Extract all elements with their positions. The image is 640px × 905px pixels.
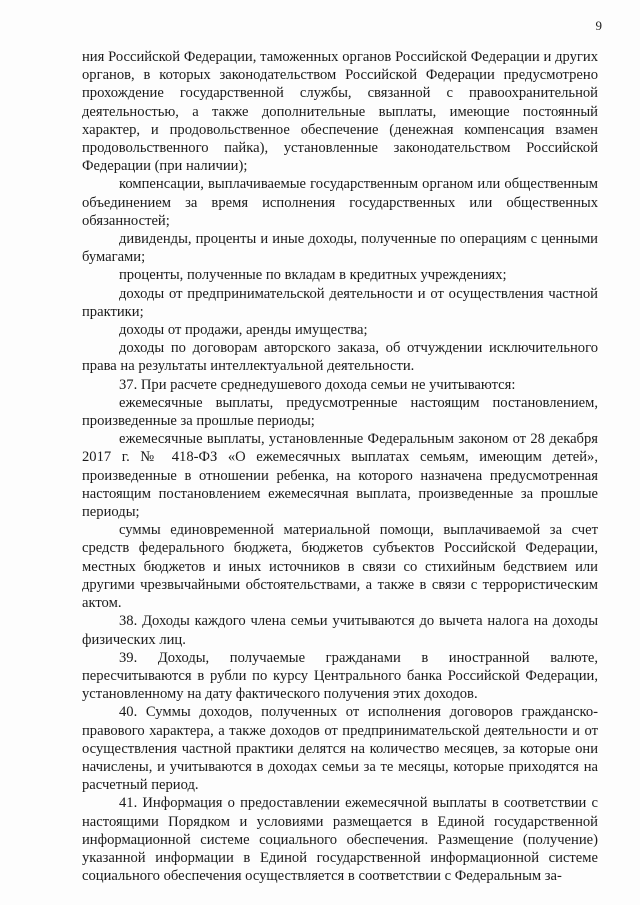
paragraph-federal-law-payments: ежемесячные выплаты, установленные Федеральным законом от 28 декабря 2017 г. № 418-ФЗ «О ежемесячных выплатах семьям, имеющим детей», произведенные в отношении ребенка, на которого назначена предусмотренная настоящим постановлением ежемесячная выплата, произведенные за прошлые периоды;: [82, 431, 598, 521]
paragraph-item-38: 38. Доходы каждого члена семьи учитываются до вычета налога на доходы физических лиц.: [82, 613, 598, 648]
paragraph-dividends: дивиденды, проценты и иные доходы, полученные по операциям с ценными бумагами;: [82, 231, 598, 266]
paragraph-item-41: 41. Информация о предоставлении ежемесячной выплаты в соответствии с настоящими Порядком и условиями размещается в Единой государственной информационной системе социального обеспечения. Размещение (получение) указанной информации в Единой государственной информационной системе социального обеспечения осуществляется в соответствии с Федеральным за-: [82, 795, 598, 885]
paragraph-deposit-interest: проценты, полученные по вкладам в кредитных учреждениях;: [119, 267, 507, 284]
paragraph-item-39: 39. Доходы, получаемые гражданами в иностранной валюте, пересчитываются в рубли по курсу Центрального банка Российской Федерации, установленному на дату фактического получения этих доходов.: [82, 649, 598, 703]
paragraph-monthly-payments: ежемесячные выплаты, предусмотренные настоящим постановлением, произведенные за прошлые периоды;: [82, 394, 598, 430]
paragraph-one-time-aid: суммы единовременной материальной помощи, выплачиваемой за счет средств федерального бюджета, бюджетов субъектов Российской Федерации, местных бюджетов и иных источников в связи со стихийным бедствием или другими чрезвычайными обстоятельствами, а также в связи с террористическим актом.: [82, 522, 598, 612]
paragraph-business-income: доходы от предпринимательской деятельности и от осуществления частной практики;: [82, 285, 598, 320]
document-body: [82, 48, 598, 885]
paragraph-item-37: 37. При расчете среднедушевого дохода семьи не учитываются:: [119, 376, 516, 393]
paragraph-continuation: ния Российской Федерации, таможенных органов Российской Федерации и других органов, в которых законодательством Российской Федерации предусмотрено прохождение государственной службы, связанной с правоохранительной деятельностью, а также дополнительные выплаты, имеющие постоянный характер, и продовольственное обеспечение (денежная компенсация взамен продовольственного пайка), установленные законодательством Российской Федерации (при наличии);: [82, 49, 598, 175]
paragraph-copyright-income: доходы по договорам авторского заказа, об отчуждении исключительного права на результаты интеллектуальной деятельности.: [82, 340, 598, 375]
paragraph-item-40: 40. Суммы доходов, полученных от исполнения договоров гражданско-правового характера, а также доходов от предпринимательской деятельности и от осуществления частной практики делятся на количество месяцев, за которые они начислены, и учитываются в доходах семьи за те месяцы, которые приходятся на расчетный период.: [82, 704, 598, 794]
page-number: 9: [595, 18, 602, 33]
paragraph-property-income: доходы от продажи, аренды имущества;: [119, 322, 368, 339]
paragraph-compensations: компенсации, выплачиваемые государственным органом или общественным объединением за время исполнения государственных или общественных обязанностей;: [82, 176, 598, 229]
